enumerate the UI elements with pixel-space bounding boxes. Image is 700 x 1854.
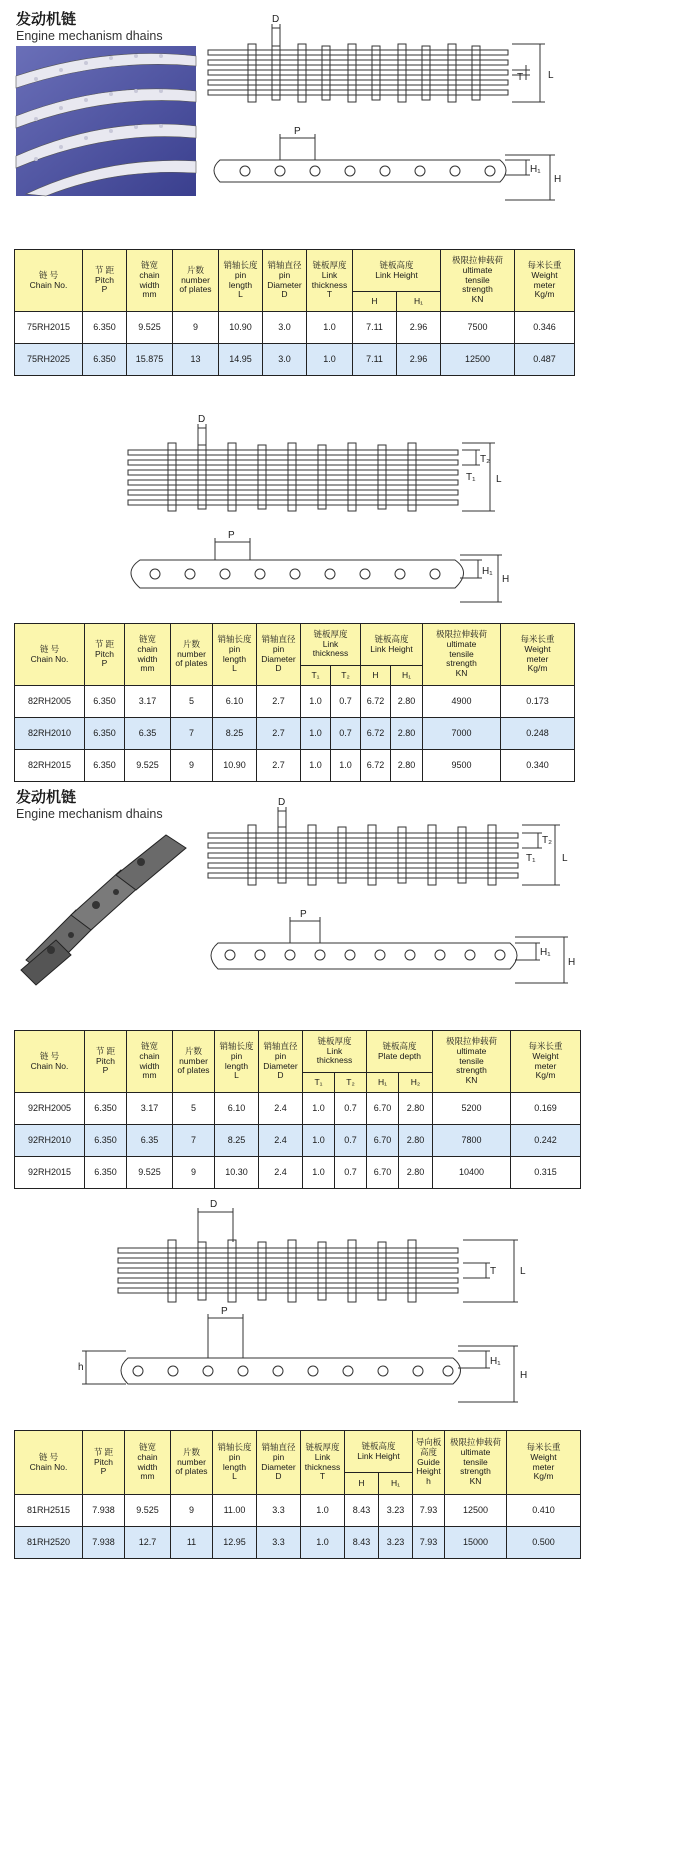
diagram3-label-t2: T₂ (542, 835, 552, 846)
th-thickness: 链板厚度 Link thickness T (307, 250, 353, 312)
table-row: 92RH2010 6.350 6.35 7 8.25 2.4 1.0 0.7 6.70 2.80 7800 0.242 (15, 1125, 581, 1157)
th-link-height: 链板高度 Link Height (345, 1431, 413, 1473)
table-row: 75RH2025 6.350 15.875 13 14.95 3.0 1.0 7.11 2.96 12500 0.487 (15, 344, 575, 376)
diagram4-label-l: L (520, 1266, 526, 1277)
table-row: 82RH2005 6.350 3.17 5 6.10 2.7 1.0 0.7 6.72 2.80 4900 0.173 (15, 686, 575, 718)
th-tensile: 极限拉伸载荷 ultimate tensile strength KN (445, 1431, 507, 1495)
diagram2-label-h1: H₁ (482, 566, 493, 577)
th-pitch: 节 距 Pitch P (83, 1431, 125, 1495)
th-pitch: 节 距 Pitch P (85, 624, 125, 686)
th-h1: H₁ (391, 666, 423, 686)
diagram1-label-h: H (554, 174, 562, 185)
th-t2: T₂ (331, 666, 361, 686)
th-weight: 每米长重 Weight meter Kg/m (501, 624, 575, 686)
th-plates: 片数 number of plates (171, 624, 213, 686)
th-thickness: 链板厚度 Link thickness T (301, 1431, 345, 1495)
th-pin-diameter: 销轴直径 pin Diameter D (257, 624, 301, 686)
section3-title-cn: 发动机链 (16, 788, 77, 806)
chain-diagram-2 (110, 410, 510, 610)
diagram4-label-p: P (221, 1306, 228, 1317)
th-h: H (345, 1473, 379, 1495)
th-h: H (361, 666, 391, 686)
th-chain-no: 链 号 Chain No. (15, 624, 85, 686)
diagram2-label-h: H (502, 574, 510, 585)
th-plates: 片数 number of plates (173, 1031, 215, 1093)
th-pitch: 节 距 Pitch P (83, 250, 127, 312)
th-t2: T₂ (335, 1073, 367, 1093)
diagram2-label-d: D (198, 414, 206, 425)
th-width: 链宽 chain width mm (125, 624, 171, 686)
th-pin-diameter: 销轴直径 pin Diameter D (259, 1031, 303, 1093)
table-row: 81RH2520 7.938 12.7 11 12.95 3.3 1.0 8.43 3.23 7.93 15000 0.500 (15, 1527, 581, 1559)
diagram1-label-p: P (294, 126, 301, 137)
diagram3-label-l: L (562, 853, 568, 864)
th-chain-no: 链 号 Chain No. (15, 1031, 85, 1093)
table-row: 82RH2010 6.350 6.35 7 8.25 2.7 1.0 0.7 6.72 2.80 7000 0.248 (15, 718, 575, 750)
diagram4-label-h: H (520, 1370, 528, 1381)
diagram4-label-d: D (210, 1199, 218, 1210)
spec-table-2 (14, 623, 575, 782)
spec-table-4 (14, 1430, 581, 1559)
diagram2-label-t1: T₁ (466, 472, 476, 483)
th-weight: 每米长重 Weight meter Kg/m (511, 1031, 581, 1093)
th-h1: H₁ (367, 1073, 399, 1093)
table-row: 92RH2015 6.350 9.525 9 10.30 2.4 1.0 0.7 6.70 2.80 10400 0.315 (15, 1157, 581, 1189)
th-thickness: 链板厚度 Link thickness (303, 1031, 367, 1073)
chain-photo-2 (16, 830, 201, 990)
th-pin-length: 销轴长度 pin length L (215, 1031, 259, 1093)
th-thickness: 链板厚度 Link thickness (301, 624, 361, 666)
table-row: 81RH2515 7.938 9.525 9 11.00 3.3 1.0 8.43 3.23 7.93 12500 0.410 (15, 1495, 581, 1527)
diagram3-label-d: D (278, 797, 286, 808)
diagram3-label-t1: T₁ (526, 853, 536, 864)
th-pin-length: 销轴长度 pin length L (213, 1431, 257, 1495)
diagram3-label-h: H (568, 957, 576, 968)
spec-table-3 (14, 1030, 581, 1189)
diagram1-label-h1: H₁ (530, 164, 541, 175)
th-link-height: 链板高度 Link Height (353, 250, 441, 292)
chain-diagram-1 (200, 10, 580, 210)
diagram3-label-p: P (300, 909, 307, 920)
th-pin-length: 销轴长度 pin length L (213, 624, 257, 686)
diagram2-label-l: L (496, 474, 502, 485)
th-h: H (353, 292, 397, 312)
diagram1-label-d: D (272, 14, 280, 25)
diagram2-label-p: P (228, 530, 235, 541)
table-row: 82RH2015 6.350 9.525 9 10.90 2.7 1.0 1.0 6.72 2.80 9500 0.340 (15, 750, 575, 782)
th-tensile: 极限拉伸载荷 ultimate tensile strength KN (423, 624, 501, 686)
th-pin-diameter: 销轴直径 pin Diameter D (263, 250, 307, 312)
th-tensile: 极限拉伸载荷 ultimate tensile strength KN (433, 1031, 511, 1093)
th-plate-depth: 链板高度 Plate depth (367, 1031, 433, 1073)
th-h1: H₁ (379, 1473, 413, 1495)
th-t1: T₁ (301, 666, 331, 686)
chain-photo-1 (16, 46, 196, 196)
th-chain-no: 链 号 Chain No. (15, 1431, 83, 1495)
th-width: 链宽 chain width mm (125, 1431, 171, 1495)
diagram3-label-h1: H₁ (540, 947, 551, 958)
chain-diagram-3 (200, 795, 585, 1000)
th-h2: H₂ (399, 1073, 433, 1093)
diagram1-label-t: T (517, 72, 524, 83)
diagram4-label-h1: H₁ (490, 1356, 501, 1367)
th-tensile: 极限拉伸载荷 ultimate tensile strength KN (441, 250, 515, 312)
spec-table-1 (14, 249, 575, 376)
th-width: 链宽 chain width mm (127, 250, 173, 312)
th-plates: 片数 number of plates (173, 250, 219, 312)
th-weight: 每米长重 Weight meter Kg/m (507, 1431, 581, 1495)
th-t1: T₁ (303, 1073, 335, 1093)
section1-title-cn: 发动机链 (16, 10, 77, 28)
th-pitch: 节 距 Pitch P (85, 1031, 127, 1093)
table-row: 75RH2015 6.350 9.525 9 10.90 3.0 1.0 7.11 2.96 7500 0.346 (15, 312, 575, 344)
th-width: 链宽 chain width mm (127, 1031, 173, 1093)
th-chain-no: 链 号 Chain No. (15, 250, 83, 312)
th-plates: 片数 number of plates (171, 1431, 213, 1495)
th-pin-length: 销轴长度 pin length L (219, 250, 263, 312)
diagram4-label-t: T (490, 1266, 497, 1277)
section1-title-en: Engine mechanism dhains (16, 29, 163, 43)
th-h1: H₁ (397, 292, 441, 312)
table-row: 92RH2005 6.350 3.17 5 6.10 2.4 1.0 0.7 6.70 2.80 5200 0.169 (15, 1093, 581, 1125)
diagram2-label-t2: T₂ (480, 454, 490, 465)
section3-title-en: Engine mechanism dhains (16, 807, 163, 821)
th-pin-diameter: 销轴直径 pin Diameter D (257, 1431, 301, 1495)
chain-diagram-4 (78, 1199, 548, 1418)
th-link-height: 链板高度 Link Height (361, 624, 423, 666)
th-weight: 每米长重 Weight meter Kg/m (515, 250, 575, 312)
diagram4-label-small-h: h (78, 1362, 84, 1373)
th-guide-height: 导向板 高度 Guide Height h (413, 1431, 445, 1495)
diagram1-label-l: L (548, 70, 554, 81)
